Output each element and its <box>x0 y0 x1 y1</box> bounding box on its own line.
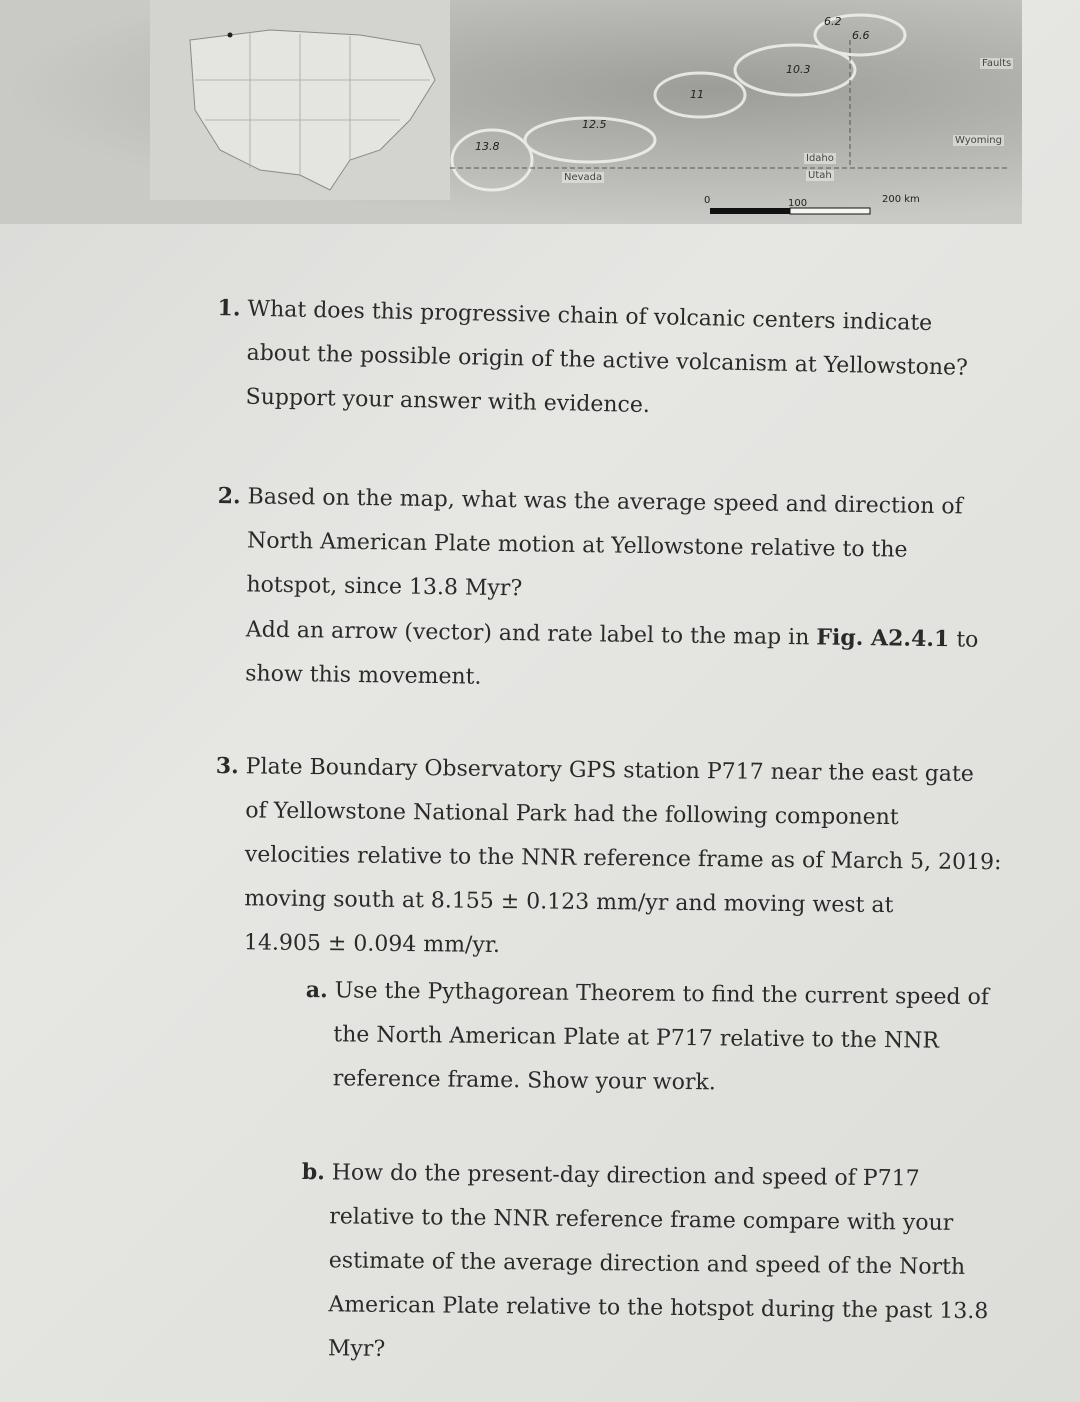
scale-label-200km: 200 km <box>882 194 920 205</box>
question-number: 2. <box>217 482 241 510</box>
question-line: Myr? <box>327 1336 386 1362</box>
question-line: Based on the map, what was the average speed and direction of <box>247 484 963 520</box>
state-label-utah: Utah <box>808 170 832 181</box>
question-line: What does this progressive chain of volcanic centers indicate <box>247 296 933 336</box>
sub-question-letter: b. <box>301 1158 325 1186</box>
question-line: of Yellowstone National Park had the following component <box>245 798 899 831</box>
age-label-6-6: 6.6 <box>852 29 870 42</box>
figure-reference: Fig. A2.4.1 <box>816 624 950 653</box>
scale-label-0: 0 <box>704 195 711 206</box>
caldera-13-8 <box>452 130 532 190</box>
question-line: North American Plate motion at Yellowstone relative to the <box>246 528 908 563</box>
question-line: 14.905 ± 0.094 mm/yr. <box>243 930 501 958</box>
sub-question-letter: a. <box>305 976 328 1004</box>
question-line: the North American Plate at P717 relative to the NNR <box>333 1022 940 1054</box>
question-line: velocities relative to the NNR reference frame as of March 5, 2019: <box>244 842 1002 876</box>
question-3a <box>305 968 990 1108</box>
question-2 <box>215 474 981 707</box>
age-label-6-2: 6.2 <box>824 15 842 28</box>
question-line: How do the present-day direction and speed of P717 <box>331 1160 920 1192</box>
question-line: Support your answer with evidence. <box>245 384 651 419</box>
question-line: about the possible origin of the active volcanism at Yellowstone? <box>246 340 969 381</box>
age-label-13-8: 13.8 <box>475 140 500 153</box>
map-figure <box>0 0 1022 224</box>
question-line: moving south at 8.155 ± 0.123 mm/yr and moving west at <box>244 886 894 919</box>
question-line: Use the Pythagorean Theorem to find the current speed of <box>334 978 990 1011</box>
scale-label-100: 100 <box>788 198 808 209</box>
question-line: estimate of the average direction and speed of the North <box>328 1248 966 1280</box>
state-label-wyoming: Wyoming <box>955 135 1002 146</box>
age-label-12-5: 12.5 <box>582 118 607 131</box>
age-label-10-3: 10.3 <box>786 63 811 76</box>
question-line: hotspot, since 13.8 Myr? <box>246 572 523 602</box>
question-number: 1. <box>217 294 241 322</box>
question-line: Plate Boundary Observatory GPS station P717 near the east gate <box>245 754 974 787</box>
question-line: reference frame. Show your work. <box>332 1066 716 1096</box>
question-3b <box>300 1150 990 1378</box>
question-instruction: show this movement. <box>245 661 482 690</box>
question-instruction: Add an arrow (vector) and rate label to the map in Fig. A2.4.1 to <box>245 617 979 653</box>
question-1 <box>215 286 969 435</box>
state-label-idaho: Idaho <box>806 153 834 164</box>
question-3 <box>214 744 1003 973</box>
question-line: relative to the NNR reference frame compare with your <box>329 1204 954 1236</box>
state-label-nevada: Nevada <box>564 172 603 183</box>
question-line: American Plate relative to the hotspot during the past 13.8 <box>328 1292 989 1325</box>
question-number: 3. <box>215 752 239 780</box>
age-label-11: 11 <box>690 88 704 101</box>
legend-faults: Faults <box>982 58 1012 69</box>
